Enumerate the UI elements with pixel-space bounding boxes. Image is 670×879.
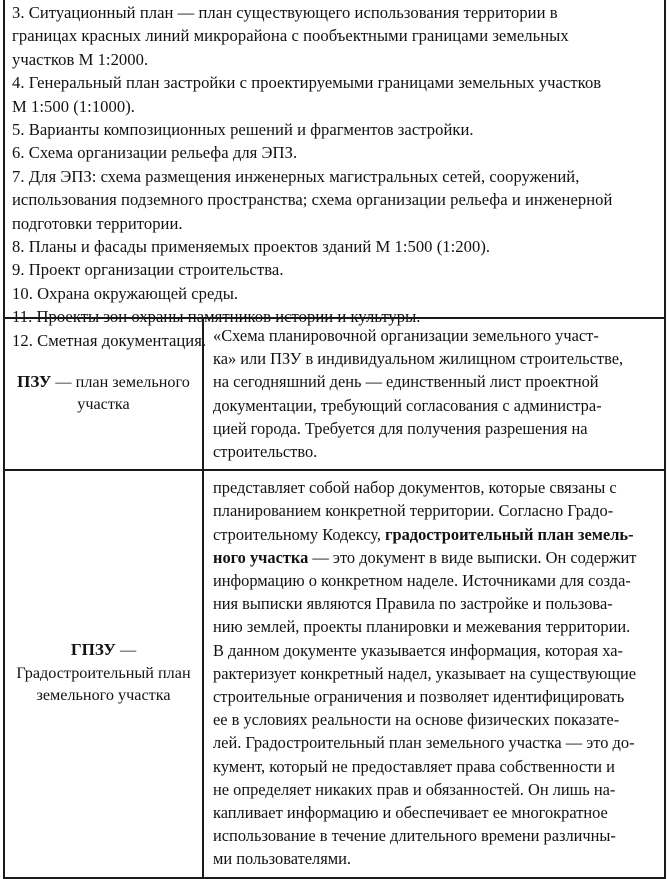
desc-line: ка» или ПЗУ в индивидуальном жилищном строительстве, [213,349,624,369]
desc-line: В данном документе указывается информация, которая ха- [213,640,623,660]
list-line: М 1:500 (1:1000). [12,96,135,116]
list-line: 8. Планы и фасады применяемых проектов зданий М 1:500 (1:200). [12,237,491,257]
term-cell-gpzu [4,470,203,877]
description-cell-gpzu [203,470,665,877]
term-expansion: план земельного участка [75,372,190,414]
desc-line-bold-start: строительному Кодексу, градостроительный план земель- [213,524,634,544]
term-dash: — [51,372,76,391]
desc-line: цией города. Требуется для получения разрешения на [213,418,588,438]
desc-line: строительство. [213,442,318,462]
definitions-table [3,317,666,879]
list-line: 4. Генеральный план застройки с проектируемыми границами земельных участков [12,73,602,93]
desc-line: ного участка — это документ в виде выписки. Он содержит [213,547,637,567]
desc-line: ми пользователями. [213,849,351,869]
desc-line: строительные ограничения и позволяет идентифицировать [213,687,625,707]
desc-line: нию землей, проекты планировки и межевания территории. [213,617,631,637]
desc-line: информацию о конкретном наделе. Источниками для созда- [213,571,631,591]
list-line: 7. Для ЭПЗ: схема размещения инженерных магистральных сетей, сооружений, [12,166,580,186]
desc-line: лей. Градостроительный план земельного участка — это до- [213,733,635,753]
list-line: 10. Охрана окружающей среды. [12,283,239,303]
desc-line: ния выписки являются Правила по застройке и пользова- [213,594,613,614]
desc-line: представляет собой набор документов, которые связаны с [213,478,617,498]
list-line: участков М 1:2000. [12,49,149,69]
term-expansion: Градостроительный план земельного участка [16,663,191,705]
desc-line: «Схема планировочной организации земельного участ- [213,326,599,345]
list-line: 11. Проекты зон охраны памятников истории и культуры. [12,307,421,327]
list-line: подготовки территории. [12,213,183,233]
list-line: 6. Схема организации рельефа для ЭПЗ. [12,143,298,163]
table-row [4,318,665,470]
desc-line: рактеризует конкретный надел, указывает на существующие [213,663,637,683]
desc-line: на сегодняшний день — единственный лист проектной [213,372,599,392]
desc-line: ее в условиях реальности на основе физических показате- [213,710,620,730]
list-line: 3. Ситуационный план — план существующего использования территории в [12,3,558,22]
desc-line: капливает информацию и обеспечивает ее многократное [213,803,608,823]
bold-term-part2: ного участка [213,547,309,567]
desc-line: использование в течение длительного времени различны- [213,826,616,846]
list-line: 12. Сметная документация. [12,330,207,350]
list-line: использования подземного пространства; схема организации рельефа и инженерной [12,190,613,210]
list-line: 5. Варианты композиционных решений и фрагментов застройки. [12,120,474,140]
list-line: 9. Проект организации строительства. [12,260,284,280]
term-cell-pzu [4,318,203,470]
table-row [4,470,665,877]
term-abbreviation: ГПЗУ [70,640,116,660]
desc-line: не определяет никаких прав и обязанностей. Он лишь на- [213,779,616,799]
desc-line: планированием конкретной территории. Согласно Градо- [213,501,614,521]
list-line: границах красных линий микрорайона с пообъектными границами земельных [12,26,569,46]
description-cell-pzu [203,318,665,470]
desc-line: кумент, который не предоставляет права собственности и [213,756,615,776]
term-dash: — [115,641,137,660]
desc-line: документации, требующий согласования с администра- [213,395,602,415]
bold-term-part1: градостроительный план земель- [385,524,634,544]
term-abbreviation: ПЗУ [17,371,52,391]
